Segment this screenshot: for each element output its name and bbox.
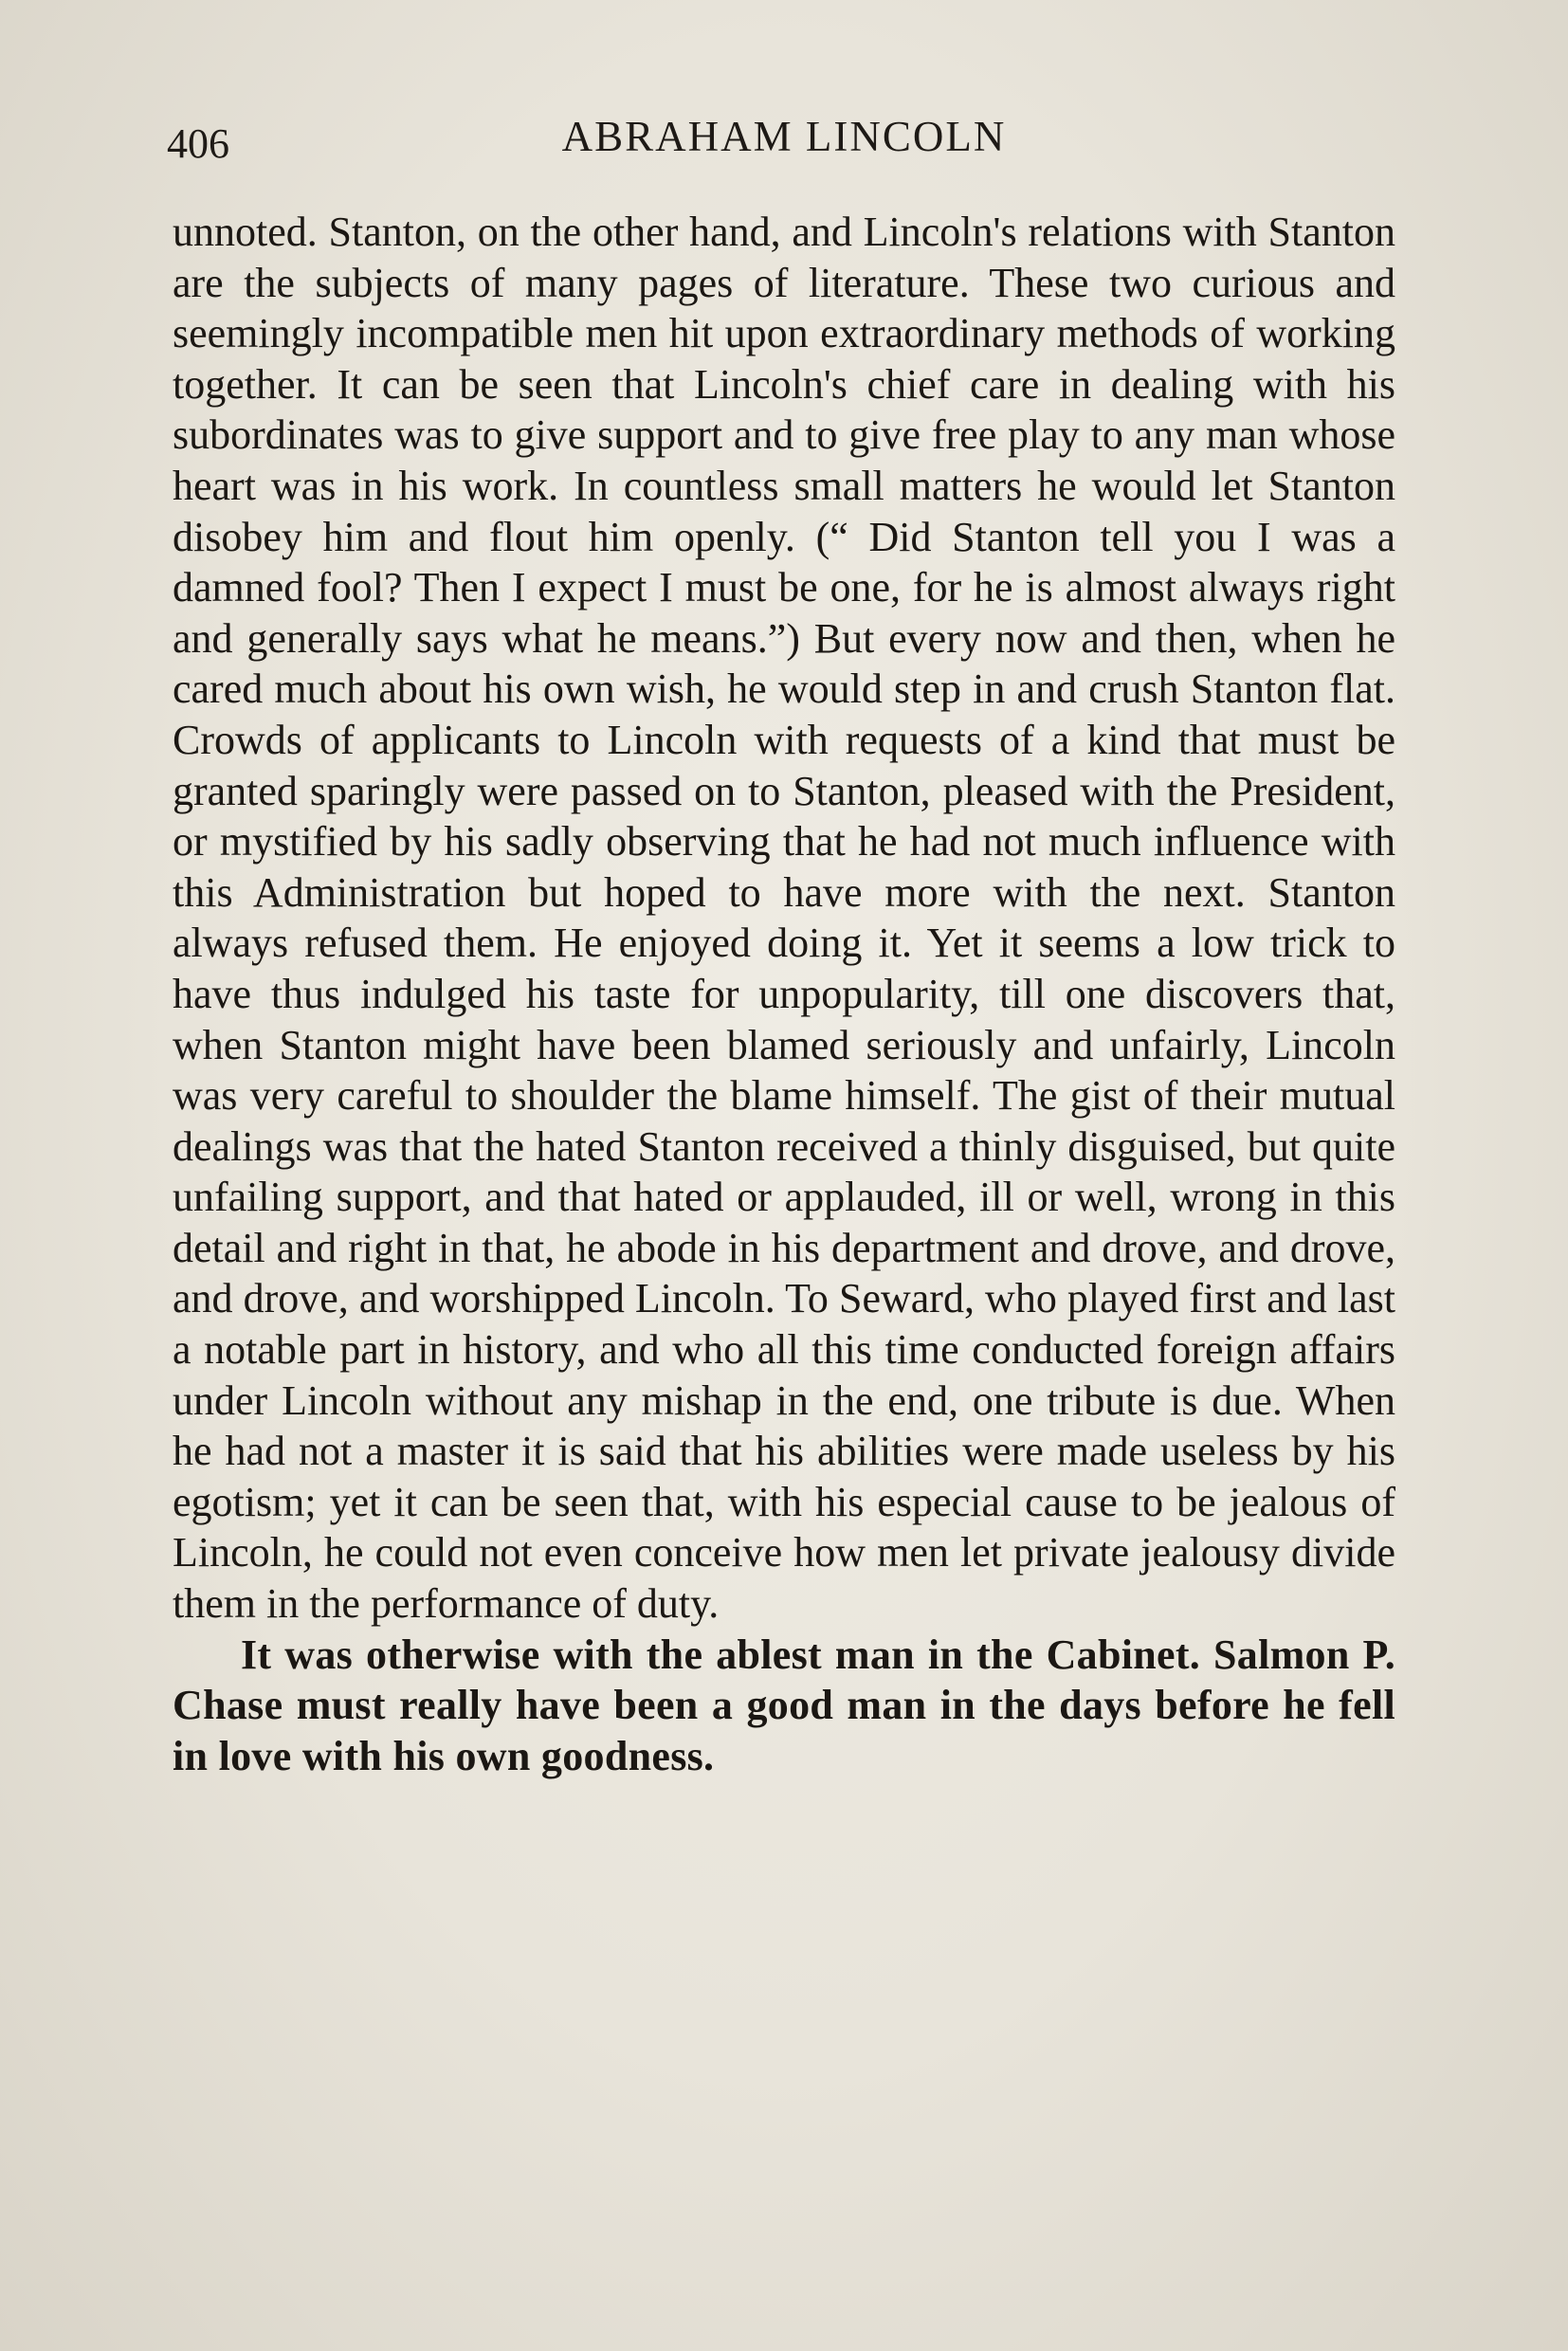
page-header bbox=[0, 112, 1568, 188]
body-text bbox=[173, 207, 1395, 1781]
page-number: 406 bbox=[167, 120, 229, 167]
paragraph-2: It was otherwise with the ablest man in the Cabinet. Salmon P. Chase must really have been a good man in the days before he fell in love with his own goodness. bbox=[173, 1631, 1395, 1779]
paragraph-1: unnoted. Stanton, on the other hand, and Lincoln's relations with Stanton are the subjects of many pages of literature. These two curious and seemingly incompatible men hit upon extraordinary methods of working together. It can be seen that Lincoln's chief care in dealing with his subordinates was to give support and to give free play to any man whose heart was in his work. In countless small matters he would let Stanton disobey him and flout him openly. (“ Did Stanton tell you I was a damned fool? Then I expect I must be one, for he is almost always right and generally says what he means.”) But every now and then, when he cared much about his own wish, he would step in and crush Stanton flat. Crowds of applicants to Lincoln with requests of a kind that must be granted sparingly were passed on to Stanton, pleased with the President, or mystified by his sadly observing that he had not much influence with this Administration but hoped to have more with the next. Stanton always refused them. He enjoyed doing it. Yet it seems a low trick to have thus indulged his taste for unpopularity, till one discovers that, when Stanton might have been blamed seriously and unfairly, Lincoln was very careful to shoulder the blame himself. The gist of their mutual dealings was that the hated Stanton received a thinly disguised, but quite unfailing support, and that hated or applauded, ill or well, wrong in this detail and right in that, he abode in his department and drove, and drove, and drove, and worshipped Lincoln. To Seward, who played first and last a notable part in history, and who all this time conducted foreign affairs under Lincoln without any mishap in the end, one tribute is due. When he had not a master it is said that his abilities were made useless by his egotism; yet it can be seen that, with his especial cause to be jealous of Lincoln, he could not even conceive how men let private jealousy divide them in the performance of duty. bbox=[173, 209, 1395, 1628]
running-head: ABRAHAM LINCOLN bbox=[561, 113, 1007, 160]
